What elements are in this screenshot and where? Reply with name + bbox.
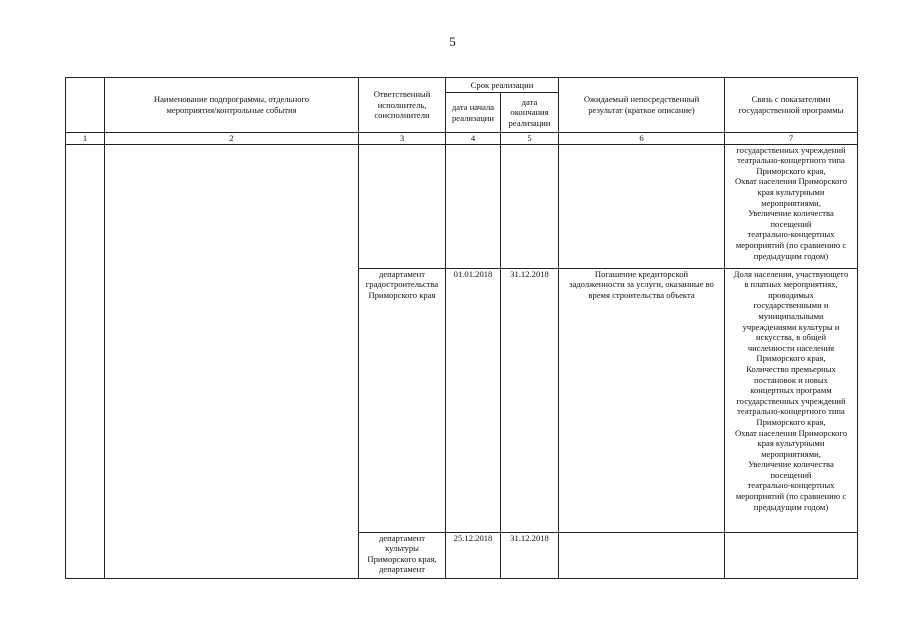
row-cell-4: 25.12.2018: [446, 532, 501, 578]
row-cell-4: [446, 144, 501, 268]
column-number: 1: [66, 133, 105, 145]
column-number: 7: [725, 133, 858, 145]
row-cell-5: [501, 144, 559, 268]
row-cell-3: департамент градостроительства Приморского края: [359, 268, 446, 532]
row-cell-3: департамент культуры Приморского края, департамент: [359, 532, 446, 578]
row-cell-3: [359, 144, 446, 268]
row-cell-7: [725, 532, 858, 578]
row-cell-7: государственных учреждений театрально-концертного типа Приморского края, Охват населения Приморского края культурными мероприятиями, Увеличение количества посещений театрально-концертных мероприятий (по сравнению с предыдущим годом): [725, 144, 858, 268]
header-col-5: дата окончания реализации: [501, 93, 559, 133]
program-table: [65, 77, 858, 579]
table-row: [66, 144, 858, 268]
row-cell-5: 31.12.2018: [501, 268, 559, 532]
row-cell-1: [66, 144, 105, 578]
header-col-3: Ответственный исполнитель, соисполнители: [359, 78, 446, 133]
header-col-1: [66, 78, 105, 133]
header-col-2: Наименование подпрограммы, отдельного мероприятия/контрольные события: [105, 78, 359, 133]
page-number: 5: [449, 34, 456, 49]
column-numbers-row: [66, 133, 858, 145]
row-cell-2: [105, 144, 359, 578]
column-number: 5: [501, 133, 559, 145]
row-cell-5: 31.12.2018: [501, 532, 559, 578]
header-col-6: Ожидаемый непосредственный результат (краткое описание): [559, 78, 725, 133]
column-number: 6: [559, 133, 725, 145]
header-col-7: Связь с показателями государственной программы: [725, 78, 858, 133]
header-col-4: дата начала реализации: [446, 93, 501, 133]
column-number: 3: [359, 133, 446, 145]
row-cell-7: Доля населения, участвующего в платных мероприятиях, проводимых государственными и муниципальными учреждениями культуры и искусства, в общей численности населения Приморского края, Количество премьерных постановок и новых концертных программ государственных учреждений театрально-концертного типа Приморского края, Охват населения Приморского края культурными мероприятиями, Увеличение количества посещений театрально-концертных мероприятий (по сравнению с предыдущим годом): [725, 268, 858, 532]
column-number: 2: [105, 133, 359, 145]
row-cell-6: [559, 144, 725, 268]
row-cell-6: Погашение кредиторской задолженности за услуги, оказанные во время строительства объекта: [559, 268, 725, 532]
header-period-group: Срок реализации: [446, 78, 559, 93]
header-row-top: [66, 78, 858, 93]
row-cell-6: [559, 532, 725, 578]
row-cell-4: 01.01.2018: [446, 268, 501, 532]
column-number: 4: [446, 133, 501, 145]
